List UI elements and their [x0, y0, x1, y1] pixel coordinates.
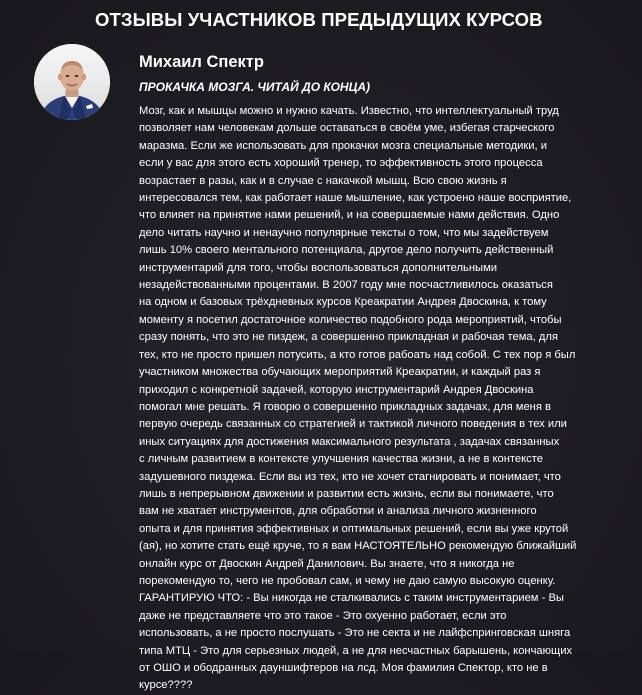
review-text-line: от ОШО и ободранных дауншифтеров на лсд. Моя фамилия Спектор, кто не в	[139, 662, 548, 674]
review-text-line: лишь 10% своего ментального потенциала, другое дело получить действенный	[139, 244, 554, 257]
review-text-line: позволяет нам человекам дольше оставаться в своём уме, избегая старческого	[139, 122, 555, 135]
review-text-line: даже не представляете что это такое - Это охуенно работает, если это	[139, 609, 507, 622]
review-text-line: дело читать научно и ненаучно популярные тексты о том, что мы задействуем	[139, 226, 549, 239]
review-text-line: ГАРАНТИРУЮ ЧТО: - Вы никогда не сталкивались с таким инструментарием - Вы	[139, 592, 564, 605]
review-subtitle: ПРОКАЧКА МОЗГА. ЧИТАЙ ДО КОНЦА)	[139, 80, 371, 94]
review-text-line: задушевного пиздежа. Если вы из тех, кто не хочет стагнировать и понимает, что	[139, 470, 561, 483]
avatar	[34, 44, 110, 120]
review-text-line: Мозг, как и мышцы можно и нужно качать. Известно, что интеллектуальный труд	[139, 105, 559, 117]
section-title: ОТЗЫВЫ УЧАСТНИКОВ ПРЕДЫДУЩИХ КУРСОВ	[95, 9, 543, 30]
review-text-line: возрастает в разы, как и в случае с накачкой мышц. Всю свою жизнь я	[139, 174, 507, 187]
review-text-line: если у вас для этого есть хороший тренер, то эффективность этого процесса	[139, 157, 543, 170]
review-text-line: тех, кто не просто пришел потусить, а кто готов рабоать над собой. С тех пор я был	[139, 348, 576, 361]
review-text-line: типа МТЦ - Это для серьезных людей, а не для несчастных барышень, кончающих	[139, 644, 573, 657]
review-text-line: инструментарий для того, чтобы воспользоваться дополнительными	[139, 261, 498, 274]
review-text-line: интересовался тем, как работает наше мышление, как устроено наше восприятие,	[139, 192, 572, 205]
review-text-line: сразу понять, что это не пиздеж, а совершенно прикладная и рабочая тема, для	[139, 331, 558, 344]
review-text-line: порекомендую то, чего не пробовал сам, и чему не даю самую высокую оценку.	[139, 574, 556, 587]
review-text-line: участником множества обучающих мероприятий Креакратии, и каждый раз я	[139, 366, 541, 379]
review-text-line: вам не хватает инструментов, для обработки и анализа личного жизненного	[139, 505, 537, 518]
review-text-line: иных ситуациях для достижения максимального результата , задачах связанных	[139, 435, 560, 448]
review-text-line: приходил с конкретной задачей, которую инструментарий Андрея Двоскина	[139, 383, 534, 396]
review-author: Михаил Спектр	[139, 53, 264, 71]
review-text-line: моменту я посетил достаточное количество подобного рода мероприятий, чтобы	[139, 313, 562, 326]
review-text-line: онлайн курс от Двоскин Андрей Данилович. Вы знаете, что я никогда не	[139, 557, 515, 570]
review-text-line: (ая), но хотите стать ещё круче, то я вам НАСТОЯТЕЛЬНО рекомендую ближайший	[139, 540, 577, 553]
review-text-line: на одном и базовых трёхдневных курсов Креакратии Андрея Двоскина, к тому	[139, 296, 547, 309]
review-text-line: лишь в непрерывном движении и развитии есть жизнь, если вы понимаете, что	[139, 487, 554, 500]
review-text-line: помогал мне решать. Я говорю о совершенно прикладных задачах, для меня в	[139, 400, 551, 413]
review-text-line: курсе????	[139, 679, 193, 692]
review-text-line: маразма. Если же использовать для прокачки мозга специальные методики, и	[139, 139, 547, 152]
review-text-line: использовать, а не просто послушать - Это не секта и не лайфспринговская шняга	[139, 627, 571, 640]
review-text-line: опыта и для принятия эффективных и оптимальных решений, если вы уже крутой	[139, 522, 569, 535]
review-text-line: незадействованными процентами. В 2007 году мне посчастливилось оказаться	[139, 279, 553, 292]
person-photo-icon	[34, 44, 110, 120]
review-text-line: что влияет на принятие нами решений, и на совершаемые нами действия. Одно	[139, 209, 560, 222]
review-text	[139, 103, 577, 695]
review-text-line: первую очередь связанных со стратегией и тактикой личного поведения в тех или	[139, 418, 567, 431]
review-text-line: с личным развитием в контексте улучшения качества жизни, а не в контексте	[139, 453, 543, 466]
